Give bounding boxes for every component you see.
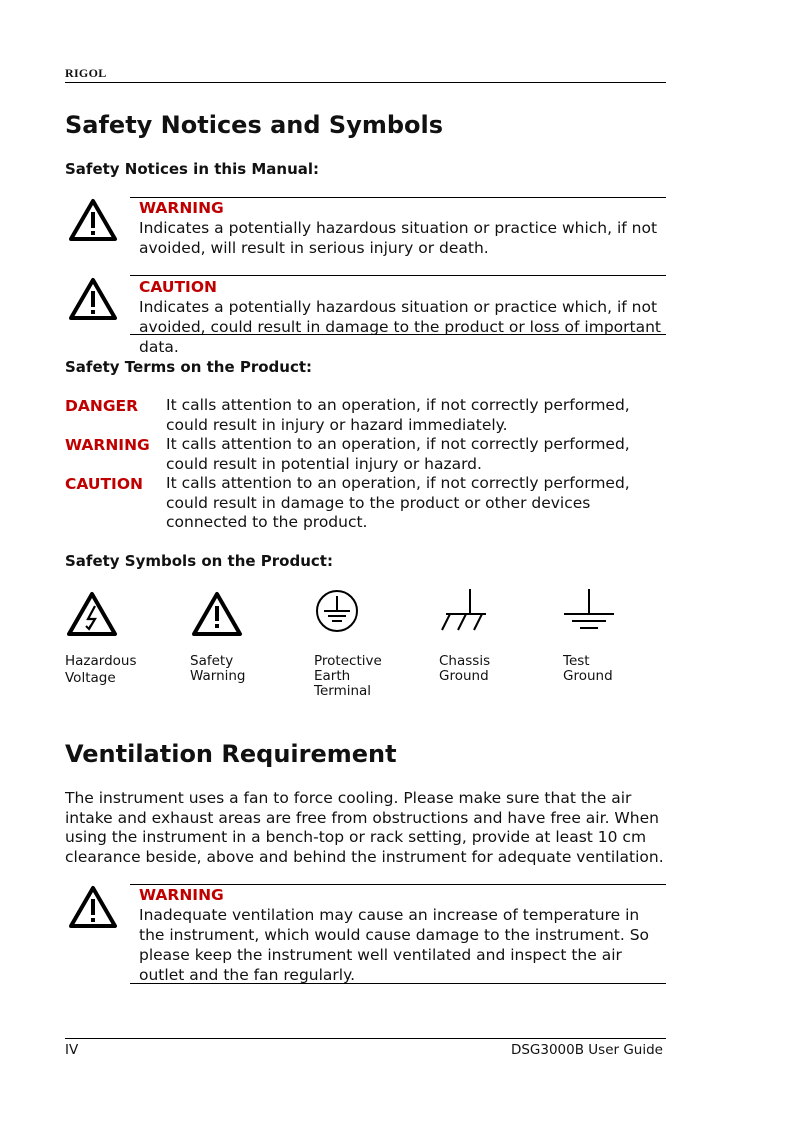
notice-warning-title: WARNING bbox=[139, 199, 224, 217]
symbol-label-test-ground: Test Ground bbox=[563, 653, 613, 684]
notice-warning-top-rule bbox=[130, 197, 666, 198]
term-label-warning: WARNING bbox=[65, 436, 150, 454]
notice-caution-title: CAUTION bbox=[139, 278, 217, 296]
footer-rule bbox=[65, 1038, 666, 1039]
ventilation-paragraph: The instrument uses a fan to force cooling. Please make sure that the air intake and exhaust areas are free from obstructions and have free air. When using the instrument in a bench-top or rack setting, provide at least 10 cm clearance beside, above and behind the instrument for adequate ventilation. bbox=[65, 789, 664, 866]
term-text-warning: It calls attention to an operation, if not correctly performed, could result in potential injury or hazard. bbox=[166, 435, 630, 473]
symbol-label-hazardous-voltage: Hazardous Voltage bbox=[65, 653, 137, 686]
warning-triangle-icon bbox=[68, 197, 118, 243]
ventilation-heading: Ventilation Requirement bbox=[65, 740, 397, 768]
notice-caution-top-rule bbox=[130, 275, 666, 276]
ventilation-warning-text: Inadequate ventilation may cause an increase of temperature in the instrument, which would cause damage to the instrument. So please keep the instrument well ventilated and inspect the air outlet and the fan regularly. bbox=[139, 906, 650, 984]
hazardous-voltage-icon bbox=[66, 590, 118, 638]
symbols-heading: Safety Symbols on the Product: bbox=[65, 552, 333, 570]
term-label-danger: DANGER bbox=[65, 397, 139, 415]
symbol-label-safety-warning: Safety Warning bbox=[190, 653, 246, 684]
symbol-label-chassis-ground: Chassis Ground bbox=[439, 653, 491, 684]
chassis-ground-icon bbox=[436, 586, 488, 634]
ventilation-warning-bottom-rule bbox=[130, 983, 666, 984]
notice-caution-bottom-rule bbox=[130, 334, 666, 335]
safety-warning-icon bbox=[191, 590, 243, 638]
notice-caution-text: Indicates a potentially hazardous situation or practice which, if not avoided, could result in damage to the product or loss of important data. bbox=[139, 298, 661, 356]
header-rule bbox=[65, 82, 666, 83]
brand-logo-text: RIGOL bbox=[65, 66, 107, 80]
protective-earth-icon bbox=[312, 588, 364, 636]
term-label-caution: CAUTION bbox=[65, 475, 143, 493]
page-title: Safety Notices and Symbols bbox=[65, 111, 444, 139]
ventilation-warning-top-rule bbox=[130, 884, 666, 885]
notices-heading: Safety Notices in this Manual: bbox=[65, 160, 320, 178]
page-number: IV bbox=[65, 1042, 79, 1058]
warning-triangle-icon bbox=[68, 276, 118, 322]
ventilation-warning-title: WARNING bbox=[139, 886, 224, 904]
symbol-label-protective-earth: Protective Earth Terminal bbox=[314, 653, 382, 699]
term-text-danger: It calls attention to an operation, if not correctly performed, could result in injury or hazard immediately. bbox=[166, 396, 630, 434]
warning-triangle-icon bbox=[68, 884, 118, 930]
doc-title: DSG3000B User Guide bbox=[510, 1042, 663, 1058]
term-text-caution: It calls attention to an operation, if not correctly performed, could result in damage to the product or other devices connected to the product. bbox=[166, 474, 630, 531]
test-ground-icon bbox=[562, 586, 614, 634]
terms-heading: Safety Terms on the Product: bbox=[65, 358, 313, 376]
notice-warning-text: Indicates a potentially hazardous situation or practice which, if not avoided, will result in serious injury or death. bbox=[139, 219, 658, 257]
